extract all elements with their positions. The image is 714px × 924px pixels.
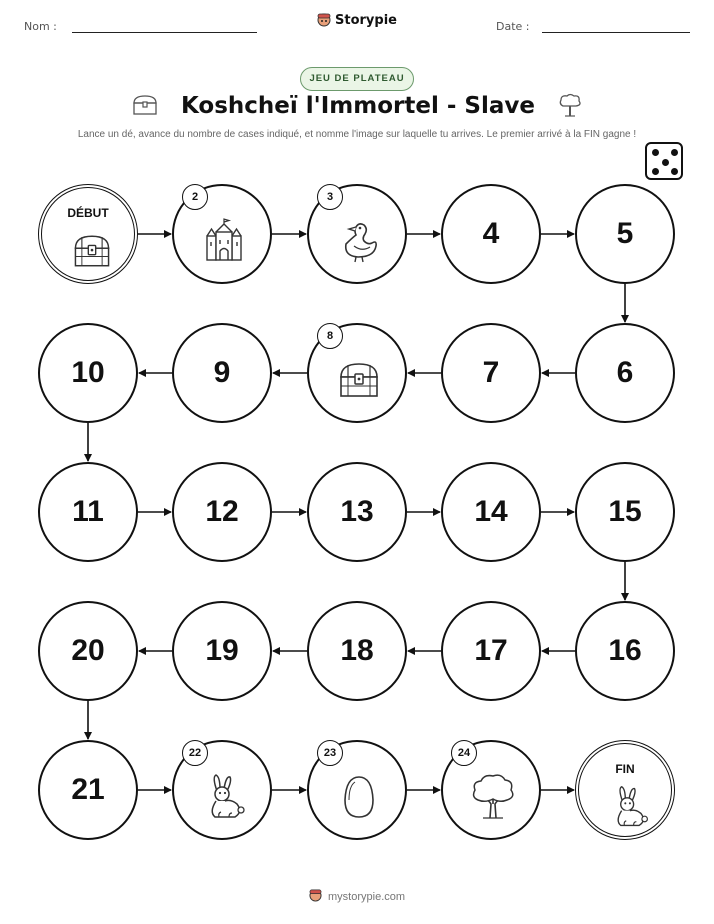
castle-icon bbox=[199, 216, 249, 266]
cell-number: 10 bbox=[71, 356, 105, 389]
board-cell-4 bbox=[441, 184, 541, 284]
board-cell-3 bbox=[307, 184, 407, 284]
date-label: Date : bbox=[496, 20, 530, 33]
board-cell-22 bbox=[172, 740, 272, 840]
board-cell-14 bbox=[441, 462, 541, 562]
duck-icon bbox=[334, 216, 384, 266]
cell-number: 18 bbox=[340, 634, 374, 667]
board-cell-17 bbox=[441, 601, 541, 701]
board-cell-21 bbox=[38, 740, 138, 840]
cell-number-badge: 2 bbox=[182, 184, 208, 210]
board-cell-8 bbox=[307, 323, 407, 423]
board-cell-19 bbox=[172, 601, 272, 701]
brand-name: Storypie bbox=[335, 12, 397, 28]
board-cell-16 bbox=[575, 601, 675, 701]
board-cell-15 bbox=[575, 462, 675, 562]
board-cell-9 bbox=[172, 323, 272, 423]
start-cell bbox=[38, 184, 138, 284]
egg-icon bbox=[334, 772, 384, 822]
board-cell-10 bbox=[38, 323, 138, 423]
cell-number: 6 bbox=[616, 356, 634, 389]
cell-number: 9 bbox=[213, 356, 231, 389]
cell-number-badge: 24 bbox=[451, 740, 477, 766]
board-cell-24 bbox=[441, 740, 541, 840]
board-cell-2 bbox=[172, 184, 272, 284]
title-text: Koshcheï l'Immortel - Slave bbox=[181, 93, 535, 119]
cell-number: 12 bbox=[205, 495, 239, 528]
board-cell-7 bbox=[441, 323, 541, 423]
start-label: DÉBUT bbox=[67, 206, 109, 220]
board-cell-11 bbox=[38, 462, 138, 562]
instructions: Lance un dé, avance du nombre de cases indiqué, et nomme l'image sur laquelle tu arrives. Le premier arrivé à la FIN gagne ! bbox=[77, 129, 637, 140]
treasure-chest-icon bbox=[69, 228, 115, 274]
cell-number-badge: 23 bbox=[317, 740, 343, 766]
cell-number: 17 bbox=[474, 634, 508, 667]
storypie-logo-icon bbox=[309, 888, 322, 903]
board-cell-12 bbox=[172, 462, 272, 562]
board-cell-13 bbox=[307, 462, 407, 562]
cell-number-badge: 8 bbox=[317, 323, 343, 349]
cell-number: 13 bbox=[340, 495, 374, 528]
rabbit-icon bbox=[606, 784, 652, 830]
rabbit-icon bbox=[199, 772, 249, 822]
cell-number: 16 bbox=[608, 634, 642, 667]
name-label: Nom : bbox=[24, 20, 57, 33]
cell-number: 21 bbox=[71, 773, 105, 806]
cell-number: 11 bbox=[72, 495, 104, 528]
end-label: FIN bbox=[615, 762, 635, 776]
end-cell bbox=[575, 740, 675, 840]
cell-number: 19 bbox=[205, 634, 239, 667]
board-cell-18 bbox=[307, 601, 407, 701]
footer-url: mystorypie.com bbox=[328, 891, 406, 903]
board-cell-6 bbox=[575, 323, 675, 423]
board-cell-5 bbox=[575, 184, 675, 284]
cell-number: 5 bbox=[616, 217, 634, 250]
footer bbox=[0, 888, 714, 903]
cell-number: 14 bbox=[474, 495, 508, 528]
board-cell-23 bbox=[307, 740, 407, 840]
treasure-chest-icon bbox=[334, 355, 384, 405]
cell-number: 20 bbox=[71, 634, 105, 667]
cell-number: 15 bbox=[608, 495, 642, 528]
tree-icon bbox=[468, 772, 518, 822]
cell-number: 4 bbox=[482, 217, 500, 250]
cell-number: 7 bbox=[482, 356, 500, 389]
cell-number-badge: 3 bbox=[317, 184, 343, 210]
game-type-badge: JEU DE PLATEAU bbox=[300, 67, 414, 91]
cell-number-badge: 22 bbox=[182, 740, 208, 766]
board-cell-20 bbox=[38, 601, 138, 701]
